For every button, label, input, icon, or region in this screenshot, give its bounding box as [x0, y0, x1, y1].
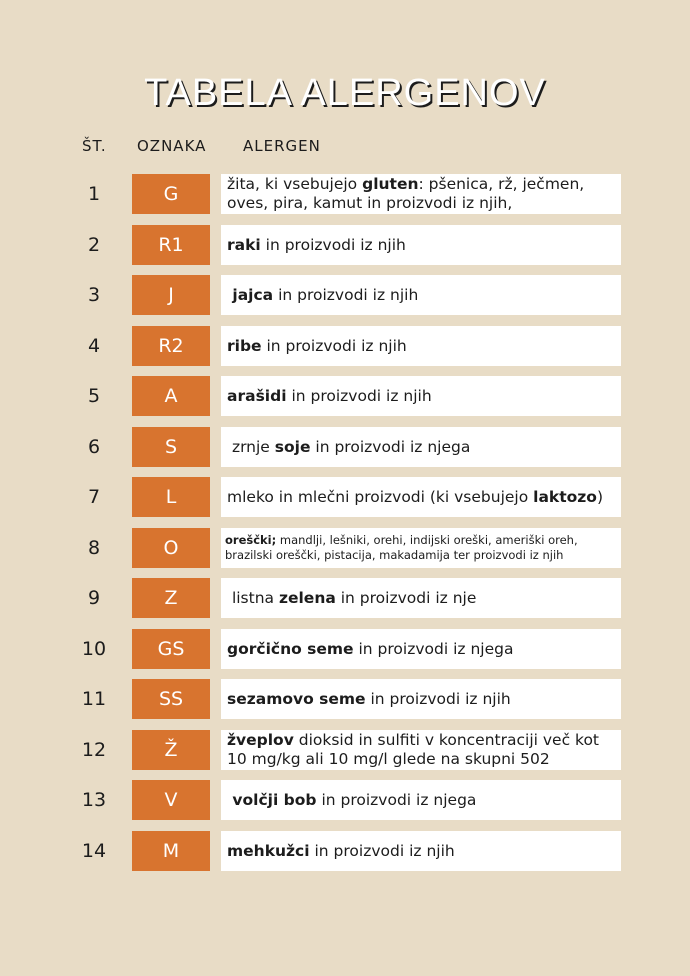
table-row [0, 275, 690, 315]
table-row [0, 730, 690, 770]
header-code: OZNAKA [137, 137, 207, 155]
allergen-description-text [227, 387, 432, 406]
allergen-description-text [227, 236, 406, 255]
allergen-description-text [227, 438, 470, 457]
allergen-code-badge: S [132, 427, 210, 467]
allergen-text: in proizvodi iz njih [260, 235, 406, 254]
allergen-text: žita, ki vsebujejo [227, 175, 363, 193]
allergen-description-text [227, 286, 418, 305]
allergen-code-badge: SS [132, 679, 210, 719]
allergen-description-text [227, 337, 407, 356]
allergen-keyword: žveplov [227, 731, 294, 749]
allergen-description [221, 427, 621, 467]
allergen-text: dioksid in sulfiti v koncentraciji več kot 10 mg/kg ali 10 mg/l glede na skupni 502 [227, 731, 604, 768]
allergen-description [221, 831, 621, 871]
allergen-code-badge: Ž [132, 730, 210, 770]
allergen-description [221, 629, 621, 669]
allergen-description [221, 679, 621, 719]
allergen-text: in proizvodi iz nje [335, 588, 477, 607]
allergen-description-text [227, 640, 513, 659]
allergen-code-badge: J [132, 275, 210, 315]
allergen-description-text [225, 533, 617, 563]
allergen-text: in proizvodi iz njega [310, 437, 471, 456]
allergen-text: ) [596, 487, 604, 506]
allergen-text: in proizvodi iz njih [286, 386, 432, 405]
allergen-text: in proizvodi iz njih [365, 689, 511, 708]
allergen-keyword: raki [227, 235, 261, 254]
allergen-keyword: mehkužci [227, 841, 310, 860]
allergen-code-badge: A [132, 376, 210, 416]
allergen-description [221, 477, 621, 517]
allergen-text: : pšenica, rž, ječmen, oves, pira, kamut in proizvodi iz njih, [227, 175, 590, 212]
row-number: 1 [87, 183, 101, 205]
header-allergen: ALERGEN [243, 137, 321, 155]
row-number: 7 [87, 486, 101, 508]
table-row [0, 629, 690, 669]
table-row [0, 831, 690, 871]
allergen-code-badge: Z [132, 578, 210, 618]
table-row [0, 679, 690, 719]
allergen-code-badge: M [132, 831, 210, 871]
allergen-keyword: oreščki; [225, 533, 277, 547]
row-number: 6 [87, 436, 101, 458]
allergen-text: mleko in mlečni proizvodi (ki vsebujejo [227, 487, 534, 506]
allergen-code-badge: O [132, 528, 210, 568]
allergen-description [221, 376, 621, 416]
allergen-description [221, 528, 621, 568]
allergen-keyword: arašidi [227, 386, 287, 405]
table-row [0, 427, 690, 467]
allergen-keyword: ribe [227, 336, 262, 355]
allergen-description [221, 225, 621, 265]
page-title: TABELA ALERGENOV [144, 72, 546, 114]
allergen-description-text [227, 731, 615, 769]
row-number: 2 [87, 234, 101, 256]
allergen-text: in proizvodi iz njih [309, 841, 455, 860]
allergen-text: in proizvodi iz njih [273, 285, 419, 304]
allergen-code-badge: GS [132, 629, 210, 669]
allergen-text: zrnje [227, 437, 275, 456]
row-number: 10 [81, 638, 107, 660]
allergen-keyword: sezamovo seme [227, 689, 366, 708]
allergen-keyword: jajca [227, 285, 274, 304]
row-number: 9 [87, 587, 101, 609]
allergen-code-badge: V [132, 780, 210, 820]
row-number: 5 [87, 385, 101, 407]
allergen-code-badge: R1 [132, 225, 210, 265]
header-number: ŠT. [82, 137, 107, 155]
table-row [0, 225, 690, 265]
allergen-keyword: gorčično seme [227, 639, 354, 658]
allergen-keyword: volčji bob [227, 790, 317, 809]
allergen-description-text [227, 589, 476, 608]
row-number: 13 [81, 789, 107, 811]
allergen-description [221, 174, 621, 214]
allergen-description [221, 275, 621, 315]
allergen-description-text [227, 690, 511, 709]
allergen-text: in proizvodi iz njega [353, 639, 514, 658]
row-number: 14 [81, 840, 107, 862]
allergen-code-badge: G [132, 174, 210, 214]
row-number: 12 [81, 739, 107, 761]
allergen-description [221, 326, 621, 366]
allergen-description-text [227, 175, 615, 213]
allergen-text: in proizvodi iz njega [316, 790, 477, 809]
allergen-description-text [227, 791, 476, 810]
allergen-text: mandlji, lešniki, orehi, indijski oreški, ameriški oreh, brazilski oreščki, pistacija, makadamija ter proizvodi iz njih [225, 533, 582, 562]
table-row [0, 578, 690, 618]
table-row [0, 477, 690, 517]
allergen-keyword: soje [274, 437, 311, 456]
allergen-keyword: zelena [278, 588, 336, 607]
table-row [0, 528, 690, 568]
row-number: 3 [87, 284, 101, 306]
allergen-keyword: laktozo [533, 487, 597, 506]
allergen-description-text [227, 488, 603, 507]
row-number: 8 [87, 537, 101, 559]
row-number: 11 [81, 688, 107, 710]
table-row [0, 780, 690, 820]
allergen-code-badge: R2 [132, 326, 210, 366]
table-row [0, 326, 690, 366]
allergen-description [221, 578, 621, 618]
allergen-description-text [227, 842, 455, 861]
row-number: 4 [87, 335, 101, 357]
allergen-description [221, 730, 621, 770]
allergen-keyword: gluten [362, 175, 419, 193]
table-row [0, 174, 690, 214]
table-row [0, 376, 690, 416]
allergen-code-badge: L [132, 477, 210, 517]
allergen-description [221, 780, 621, 820]
allergen-text: in proizvodi iz njih [261, 336, 407, 355]
allergen-text: listna [227, 588, 279, 607]
